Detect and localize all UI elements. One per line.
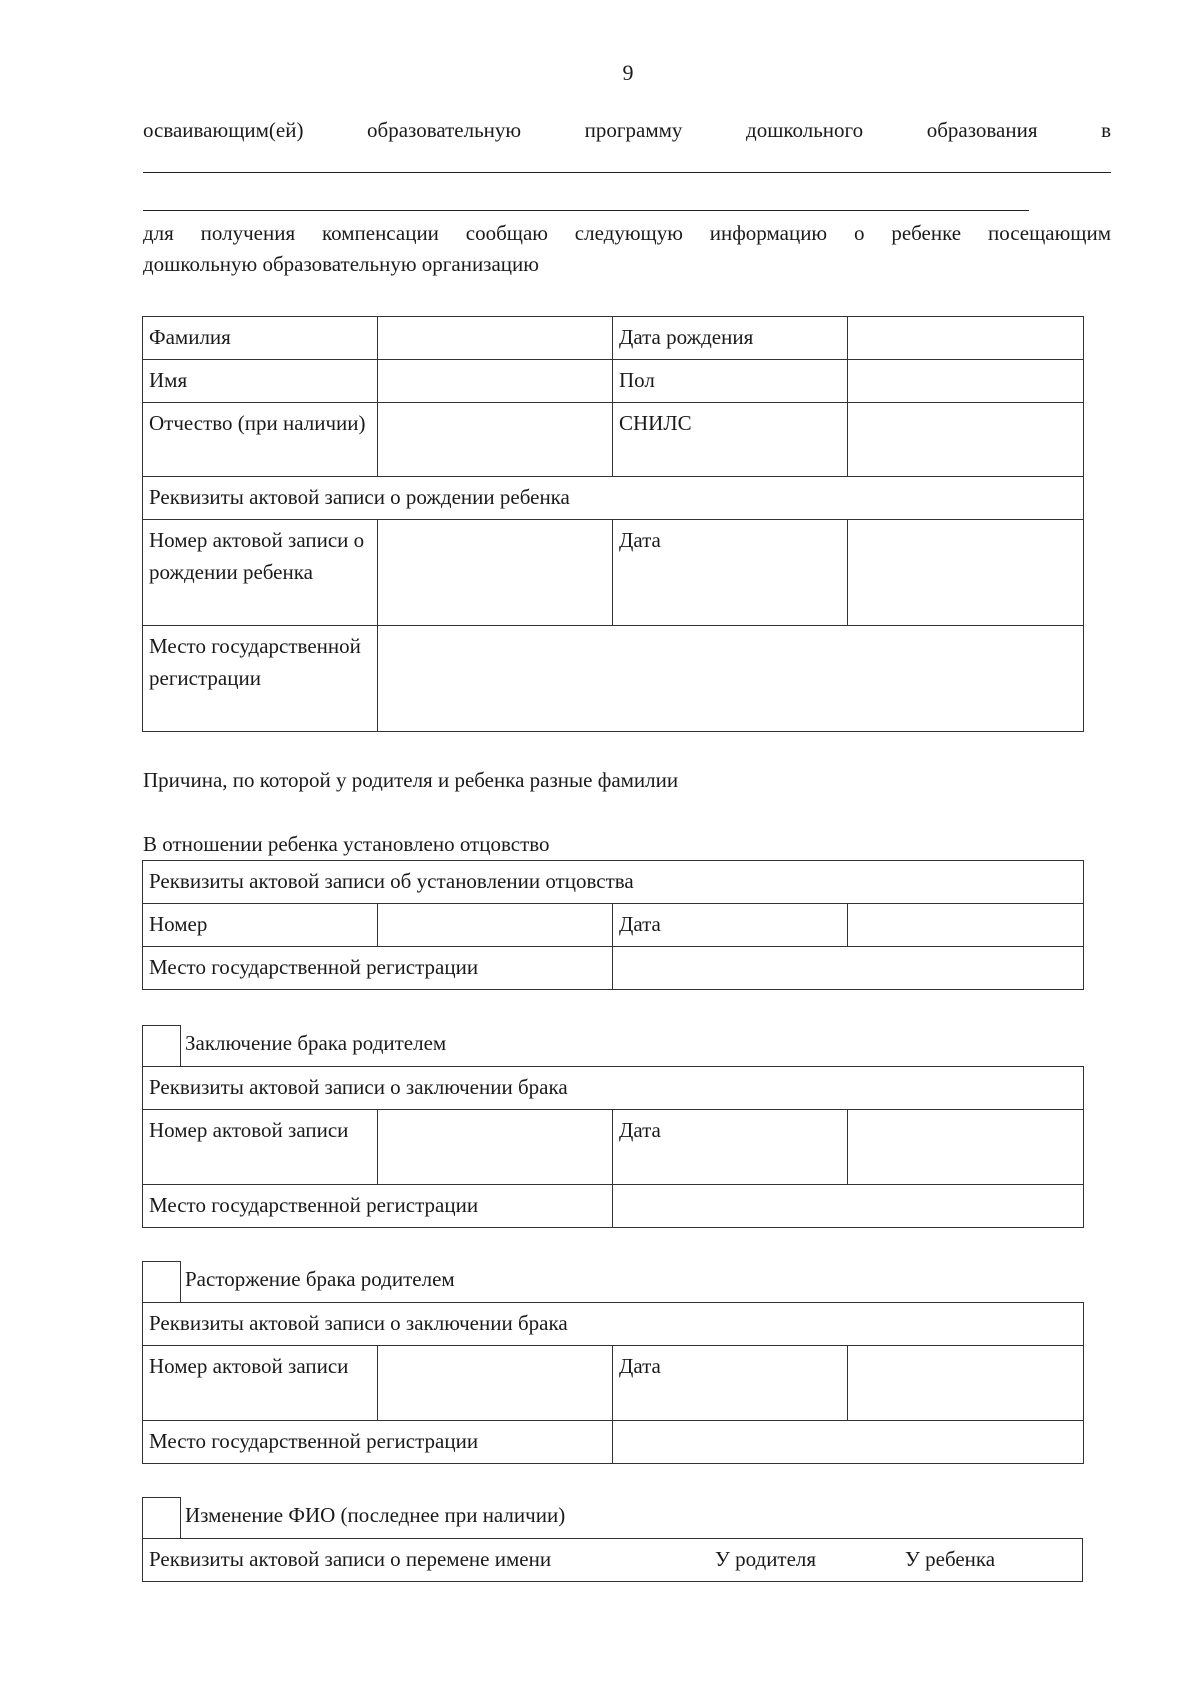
fill-in-line[interactable] [143,172,1111,173]
birth-record-date-field[interactable] [848,520,1084,626]
intro-word: образовательную [367,118,522,142]
name-change-checkbox[interactable] [142,1497,181,1538]
marriage-header: Реквизиты актовой записи о заключении брака [143,1067,1084,1110]
paragraph-line: дошкольную образовательную организацию [143,252,539,276]
paragraph-line: для получения компенсации сообщаю следующую информацию о ребенке посещающим [143,221,1111,245]
child-info-table [142,316,1084,732]
intro-word: осваивающим(ей) [143,118,304,142]
paternity-date-label: Дата [613,904,848,947]
name-change-row [143,1539,1083,1582]
intro-word: образования [926,118,1038,142]
birth-record-number-field[interactable] [378,520,613,626]
paternity-date-field[interactable] [848,904,1084,947]
divorce-number-field[interactable] [378,1346,613,1421]
patronymic-label: Отчество (при наличии) [143,403,378,477]
divorce-place-label: Место государственной регистрации [143,1421,613,1464]
birth-record-number-label: Номер актовой записи о рождении ребенка [143,520,378,626]
paternity-number-label: Номер [143,904,378,947]
marriage-checkbox-row [142,1025,446,1066]
divorce-table [142,1302,1084,1464]
surname-label: Фамилия [143,317,378,360]
birth-record-header: Реквизиты актовой записи о рождении ребенка [143,477,1084,520]
fill-in-line[interactable] [143,210,1029,211]
marriage-checkbox[interactable] [142,1025,181,1066]
registration-place-label: Место государственной регистрации [143,626,378,732]
marriage-place-label: Место государственной регистрации [143,1185,613,1228]
intro-word: в [1101,118,1111,142]
birth-date-label: Дата рождения [613,317,848,360]
patronymic-field[interactable] [378,403,613,477]
name-label: Имя [143,360,378,403]
divorce-checkbox-row [142,1261,455,1302]
snils-label: СНИЛС [613,403,848,477]
birth-date-field[interactable] [848,317,1084,360]
name-change-header: Реквизиты актовой записи о перемене имени [149,1547,552,1571]
paternity-caption: В отношении ребенка установлено отцовство [143,832,550,856]
divorce-checkbox-label: Расторжение брака родителем [185,1267,455,1291]
marriage-number-field[interactable] [378,1110,613,1185]
name-change-parent-label[interactable]: У родителя [715,1547,817,1571]
marriage-number-label: Номер актовой записи [143,1110,378,1185]
birth-record-date-label: Дата [613,520,848,626]
paternity-table [142,860,1084,990]
compensation-paragraph [143,218,1111,280]
page-number: 9 [622,60,634,85]
marriage-place-field[interactable] [613,1185,1084,1228]
paternity-place-field[interactable] [613,947,1084,990]
divorce-number-label: Номер актовой записи [143,1346,378,1421]
divorce-checkbox[interactable] [142,1261,181,1302]
surname-field[interactable] [378,317,613,360]
intro-word: дошкольного [746,118,864,142]
divorce-date-field[interactable] [848,1346,1084,1421]
name-change-table [142,1538,1083,1582]
surname-reason-caption: Причина, по которой у родителя и ребенка разные фамилии [143,768,679,792]
name-change-child-label[interactable]: У ребенка [905,1547,996,1571]
marriage-table [142,1066,1084,1228]
name-field[interactable] [378,360,613,403]
name-change-checkbox-row [142,1497,565,1538]
paternity-place-label: Место государственной регистрации [143,947,613,990]
sex-field[interactable] [848,360,1084,403]
registration-place-field[interactable] [378,626,1084,732]
snils-field[interactable] [848,403,1084,477]
divorce-header: Реквизиты актовой записи о заключении брака [143,1303,1084,1346]
marriage-date-label: Дата [613,1110,848,1185]
paternity-number-field[interactable] [378,904,613,947]
intro-line [143,118,1111,143]
marriage-checkbox-label: Заключение брака родителем [185,1031,447,1055]
sex-label: Пол [613,360,848,403]
intro-word: программу [584,118,683,142]
name-change-checkbox-label: Изменение ФИО (последнее при наличии) [185,1503,566,1527]
paternity-header: Реквизиты актовой записи об установлении отцовства [143,861,1084,904]
divorce-place-field[interactable] [613,1421,1084,1464]
marriage-date-field[interactable] [848,1110,1084,1185]
divorce-date-label: Дата [613,1346,848,1421]
